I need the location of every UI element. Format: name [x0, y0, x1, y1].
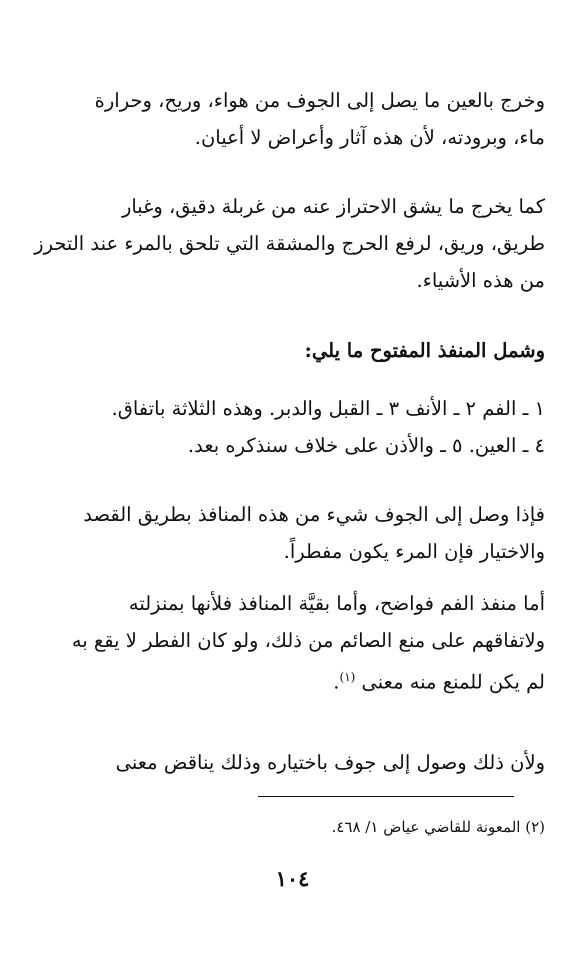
text-line — [40, 659, 545, 701]
text-segment: . — [333, 670, 340, 694]
paragraph-excluded-non-substances — [40, 82, 545, 156]
text-line: ولأن ذلك وصول إلى جوف باختياره وذلك يناقض معنى — [115, 751, 545, 774]
text-line: من هذه الأشياء. — [416, 269, 545, 292]
paragraph-continuation — [40, 744, 545, 781]
text-line: ماء، وبرودته، لأن هذه آثار وأعراض لا أعيان. — [194, 126, 545, 149]
footnote-divider — [258, 796, 514, 797]
page-number: ١٠٤ — [275, 866, 310, 891]
text-line: والاختيار فإن المرء يكون مفطراً. — [283, 540, 545, 563]
orifice-list — [40, 390, 545, 464]
text-line: أما منفذ الفم فواضح، وأما بقيَّة المنافذ فلأنها بمنزلته — [128, 592, 545, 615]
text-line: فإذا وصل إلى الجوف شيء من هذه المنافذ بطريق القصد — [83, 503, 545, 526]
text-line: ولاتفاقهم على منع الصائم من ذلك، ولو كان الفطر لا يقع به — [71, 629, 545, 652]
paragraph-hard-to-avoid — [34, 188, 545, 299]
footnote-reference[interactable]: (١) — [339, 670, 356, 684]
list-item: ٤ ـ العين. ٥ ـ والأذن على خلاف سنذكره بعد. — [187, 434, 545, 457]
text-line: طريق، وريق، لرفع الحرج والمشقة التي تلحق بالمرء عند التحرز — [34, 232, 545, 255]
paragraph-intentional-entry — [40, 496, 545, 570]
text-segment: لم يكن للمنع منه معنى — [361, 670, 545, 694]
list-item: ١ ـ الفم ٢ ـ الأنف ٣ ـ القبل والدبر. وهذه الثلاثة باتفاق. — [111, 397, 545, 420]
section-heading-open-orifices — [40, 332, 545, 369]
paragraph-mouth-orifice — [40, 585, 545, 701]
footnote: (٢) المعونة للقاضي عياض ١/ ٤٦٨. — [331, 818, 545, 836]
heading-text: وشمل المنفذ المفتوح ما يلي: — [304, 339, 545, 362]
text-line: كما يخرج ما يشق الاحتراز عنه من غربلة دقيق، وغبار — [121, 195, 545, 218]
text-line: وخرج بالعين ما يصل إلى الجوف من هواء، وريح، وحرارة — [94, 89, 545, 112]
